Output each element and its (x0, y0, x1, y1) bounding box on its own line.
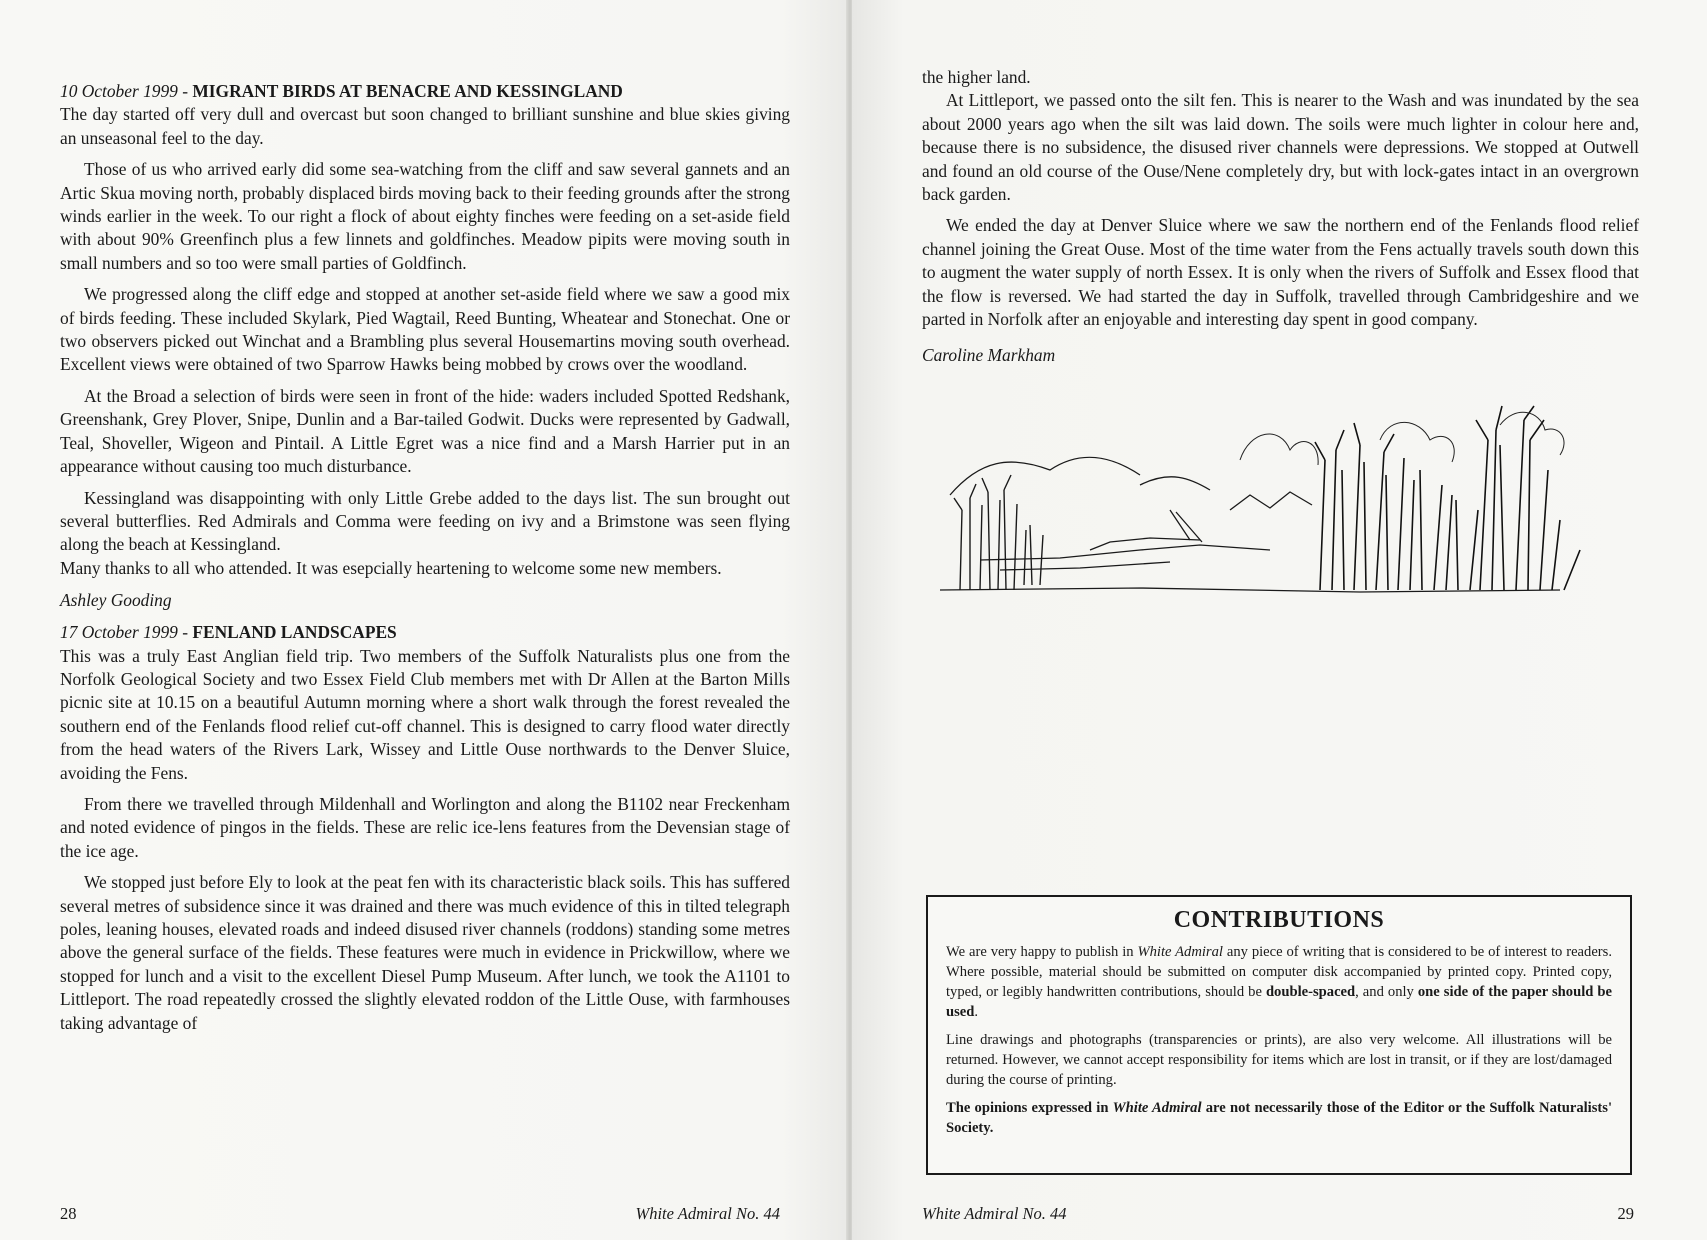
paragraph: Kessingland was disappointing with only Little Grebe added to the days list. The sun brought out several butterflies. Red Admirals and Comma were feeding on ivy and a Brimstone was seen flying along the beach at Kessingland. (60, 487, 790, 555)
text-span: We are very happy to publish in (946, 944, 1138, 960)
article-author: Ashley Gooding (60, 590, 172, 611)
article-heading-fenland-landscapes: 17 October 1999 - FENLAND LANDSCAPES (60, 622, 397, 643)
paragraph: Many thanks to all who attended. It was esepcially heartening to welcome some new members. (60, 557, 722, 578)
contributions-box (926, 895, 1632, 1175)
article-title: MIGRANT BIRDS AT BENACRE AND KESSINGLAND (192, 81, 623, 101)
article-heading-migrant-birds: 10 October 1999 - MIGRANT BIRDS AT BENACRE AND KESSINGLAND (60, 81, 623, 101)
text-span: any piece of writing that is considered to be of interest to readers. Where possible, material should be submitted on computer disk accompanied by printed copy. Printed copy, typed, or legibly handwritten contributions, should be (946, 944, 1612, 1000)
fenland-sketch-illustration (940, 400, 1604, 600)
article-date: 17 October 1999 (60, 622, 178, 643)
publication-name: White Admiral No. 44 (922, 1204, 1067, 1223)
paragraph: At the Broad a selection of birds were seen in front of the hide: waders included Spotted Redshank, Greenshank, Grey Plover, Snipe, Dunlin and a Bar-tailed Godwit. Ducks were represented by Gadwall, Teal, Shoveller, Wigeon and Pintail. A Little Egret was a nice find and a Marsh Harrier put in an appearance without causing too much disturbance. (60, 385, 790, 477)
publication-name: White Admiral No. 44 (635, 1204, 780, 1223)
paragraph: The day started off very dull and overcast but soon changed to brilliant sunshine and blue skies giving an unseasonal feel to the day. (60, 104, 790, 148)
emphasis-text: double-spaced (1265, 984, 1356, 1000)
page-number: 29 (1617, 1204, 1634, 1223)
contributions-paragraph (946, 942, 1612, 1022)
publication-name: White Admiral (1137, 944, 1223, 960)
article-title: FENLAND LANDSCAPES (192, 622, 397, 643)
text-span: . (974, 1004, 979, 1020)
paragraph: Those of us who arrived early did some sea-watching from the cliff and saw several gannets and an Artic Skua moving north, probably displaced birds moving back to their feeding grounds after the strong winds earlier in the week. To our right a flock of about eighty finches were feeding on a set-aside field with about 90% Greenfinch plus a few linnets and goldfinches. Meadow pipits were moving south in small numbers and so too were small parties of Goldfinch. (60, 159, 790, 273)
paragraph: This was a truly East Anglian field trip. Two members of the Suffolk Naturalists plus one from the Norfolk Geological Society and two Essex Field Club members met with Dr Allen at the Barton Mills picnic site at 10.15 on a beautiful Autumn morning where a short walk through the forest revealed the southern end of the Fenlands flood relief cut-off channel. This is designed to carry flood water directly from the head waters of the Rivers Lark, Wissey and Little Ouse northwards to the Denver Sluice, avoiding the Fens. (60, 645, 790, 783)
paragraph: We progressed along the cliff edge and stopped at another set-aside field where we saw a good mix of birds feeding. These included Skylark, Pied Wagtail, Reed Bunting, Wheatear and Stonechat. One or two observers picked out Winchat and a Brambling plus several Housemartins moving south overhead. Excellent views were obtained of two Sparrow Hawks being mobbed by crows over the woodland. (60, 284, 790, 375)
page-number: 28 (60, 1204, 77, 1223)
paragraph: the higher land. (922, 67, 1031, 87)
paragraph: We ended the day at Denver Sluice where we saw the northern end of the Fenlands flood relief channel joining the Great Ouse. Most of the time water from the Fens actually travels south down this to augment the water supply of north Essex. It is only when the rivers of Suffolk and Essex flood that the flow is reversed. We had started the day in Suffolk, travelled through Cambridgeshire and we parted in Norfolk after an enjoyable and interesting day spent in good company. (922, 215, 1639, 330)
article-author: Caroline Markham (922, 345, 1056, 366)
paragraph: We stopped just before Ely to look at the peat fen with its characteristic black soils. This has suffered several metres of subsidence since it was drained and there was much evidence of this in tilted telegraph poles, leaning houses, elevated roads and indeed disused river channels (roddons) standing some metres above the general surface of the fields. These features were much in evidence in Prickwillow, where we stopped for lunch and a visit to the excellent Diesel Pump Museum. After lunch, we took the A1101 to Littleport. The road repeatedly crossed the slightly elevated roddon of the Little Ouse, with farmhouses taking advantage of (60, 872, 790, 1033)
publication-name: White Admiral (1112, 1100, 1202, 1116)
text-span: , and only (1355, 984, 1418, 1000)
article-date: 10 October 1999 (60, 81, 178, 101)
left-page (0, 0, 850, 1240)
paragraph: At Littleport, we passed onto the silt fen. This is nearer to the Wash and was inundated by the sea about 2000 years ago when the silt was laid down. The soils were much lighter in colour here and, because there is no subsidence, the disused river channels were depressions. We stopped at Outwell and found an old course of the Ouse/Nene completely dry, but with lock-gates intact in an overgrown back garden. (922, 90, 1639, 205)
text-span: The opinions expressed in (946, 1100, 1113, 1116)
contributions-heading: CONTRIBUTIONS (1173, 907, 1385, 933)
contributions-paragraph: Line drawings and photographs (transparencies or prints), are also very welcome. All illustrations will be returned. However, we cannot accept responsibility for items which are lost in transit, or if they are lost/damaged during the course of printing. (946, 1032, 1612, 1088)
contributions-disclaimer (946, 1098, 1612, 1138)
paragraph: From there we travelled through Mildenhall and Worlington and along the B1102 near Freckenham and noted evidence of pingos in the fields. These are relic ice-lens features from the Devensian stage of the ice age. (60, 793, 790, 861)
emphasis-text: one side of the paper should be used (946, 984, 1612, 1020)
text-span: are not necessarily those of the Editor or the Suffolk Naturalists' Society. (946, 1100, 1613, 1136)
